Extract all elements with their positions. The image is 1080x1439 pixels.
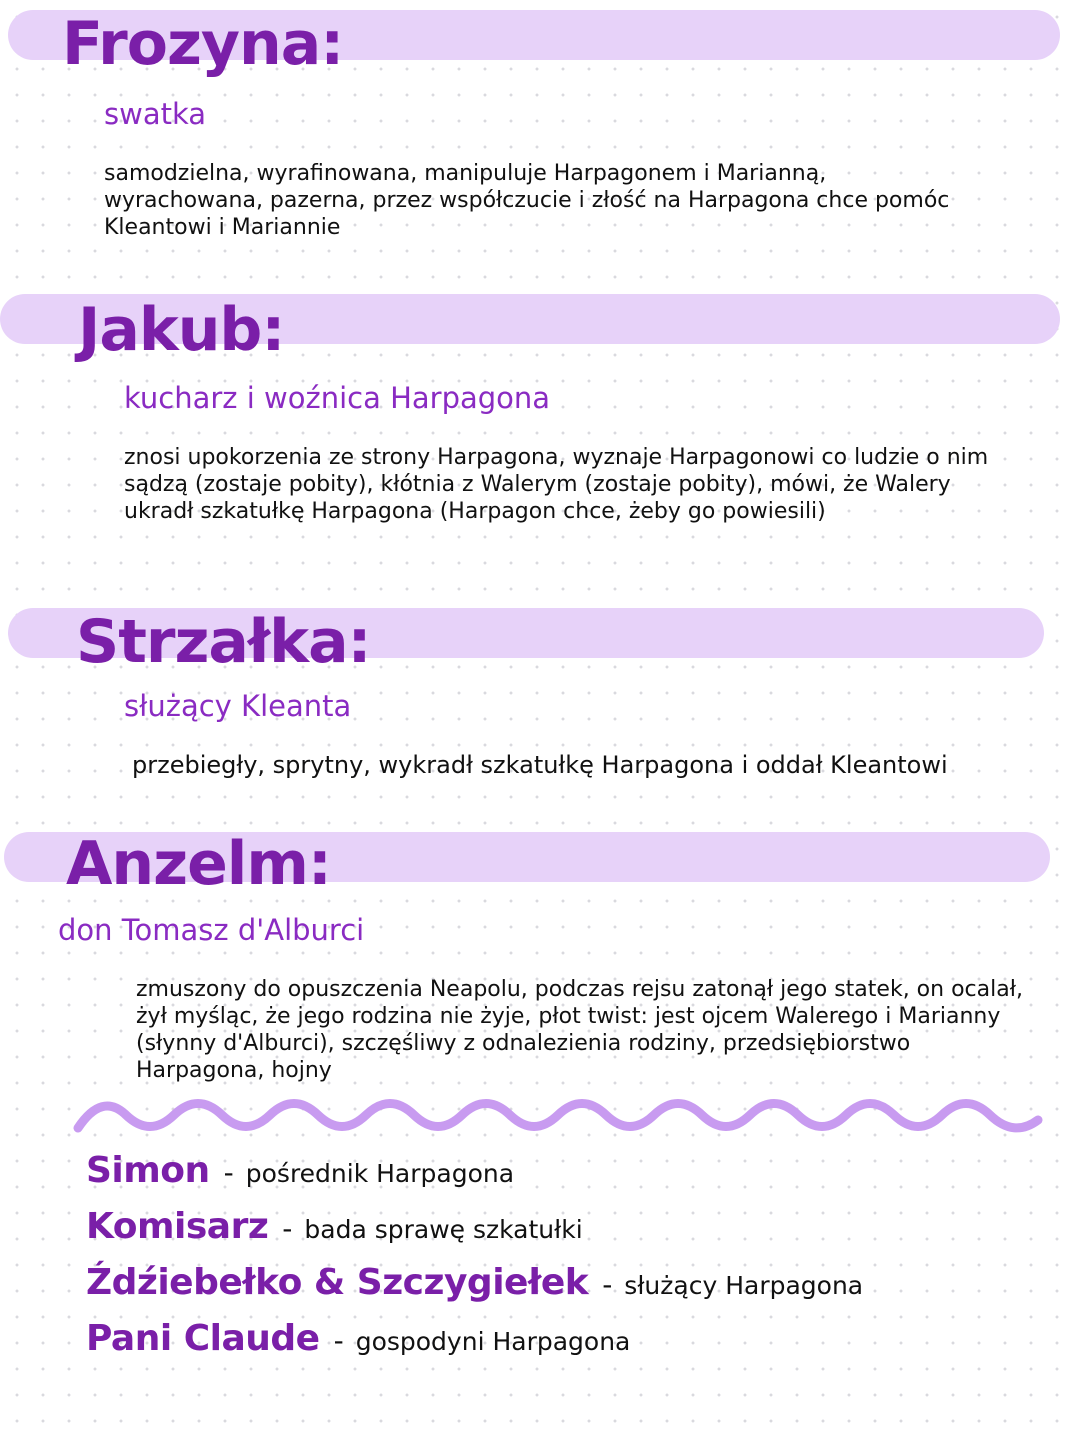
character-heading-frozyna: Frozyna: — [62, 9, 344, 79]
character-heading-jakub: Jakub: — [78, 295, 285, 365]
list-item — [86, 1206, 1046, 1262]
minor-characters-list — [86, 1150, 1046, 1374]
character-heading-strzalka: Strzałka: — [76, 607, 371, 677]
character-description-anzelm: zmuszony do opuszczenia Neapolu, podczas rejsu zatonął jego statek, on ocalał, żył myśląc, że jego rodzina nie żyje, płot twist: jest ojcem Walerego i Marianny (słynny d'Alburci), szczęśliwy z odnalezienia rodziny, przedsiębiorstwo Harpagona, hojny — [136, 977, 1023, 1083]
list-item — [86, 1262, 1046, 1318]
minor-character-description: gospodyni Harpagona — [355, 1327, 631, 1356]
character-role-anzelm: don Tomasz d'Alburci — [58, 913, 365, 947]
character-description-strzalka: przebiegły, sprytny, wykradł szkatułkę Harpagona i oddał Kleantowi — [132, 751, 948, 779]
minor-character-description: pośrednik Harpagona — [245, 1159, 515, 1188]
character-description-jakub: znosi upokorzenia ze strony Harpagona, wyznaje Harpagonowi co ludzie o nim sądzą (zostaje pobity), kłótnia z Walerym (zostaje pobity), mówi, że Walery ukradł szkatułkę Harpagona (Harpagon chce, żeby go powiesili) — [124, 445, 989, 524]
dash-separator: - — [333, 1324, 344, 1357]
character-role-frozyna: swatka — [104, 97, 207, 131]
minor-character-description: służący Harpagona — [624, 1271, 864, 1300]
character-heading-anzelm: Anzelm: — [66, 829, 331, 899]
minor-character-name: Pani Claude — [86, 1318, 320, 1359]
dash-separator: - — [602, 1268, 613, 1301]
list-item — [86, 1318, 1046, 1374]
character-role-jakub: kucharz i woźnica Harpagona — [124, 381, 551, 415]
character-description-frozyna: samodzielna, wyrafinowana, manipuluje Harpagonem i Marianną, wyrachowana, pazerna, przez współczucie i złość na Harpagona chce pomóc Kleantowi i Mariannie — [104, 161, 950, 240]
wave-divider — [70, 1090, 1050, 1140]
character-role-strzalka: służący Kleanta — [124, 689, 352, 723]
dash-separator: - — [282, 1212, 293, 1245]
minor-character-description: bada sprawę szkatułki — [304, 1215, 583, 1244]
minor-character-name: Simon — [86, 1150, 210, 1191]
list-item — [86, 1150, 1046, 1206]
dash-separator: - — [223, 1156, 234, 1189]
minor-character-name: Komisarz — [86, 1206, 269, 1247]
minor-character-name: Źdźiebełko & Szczygiełek — [86, 1262, 589, 1303]
